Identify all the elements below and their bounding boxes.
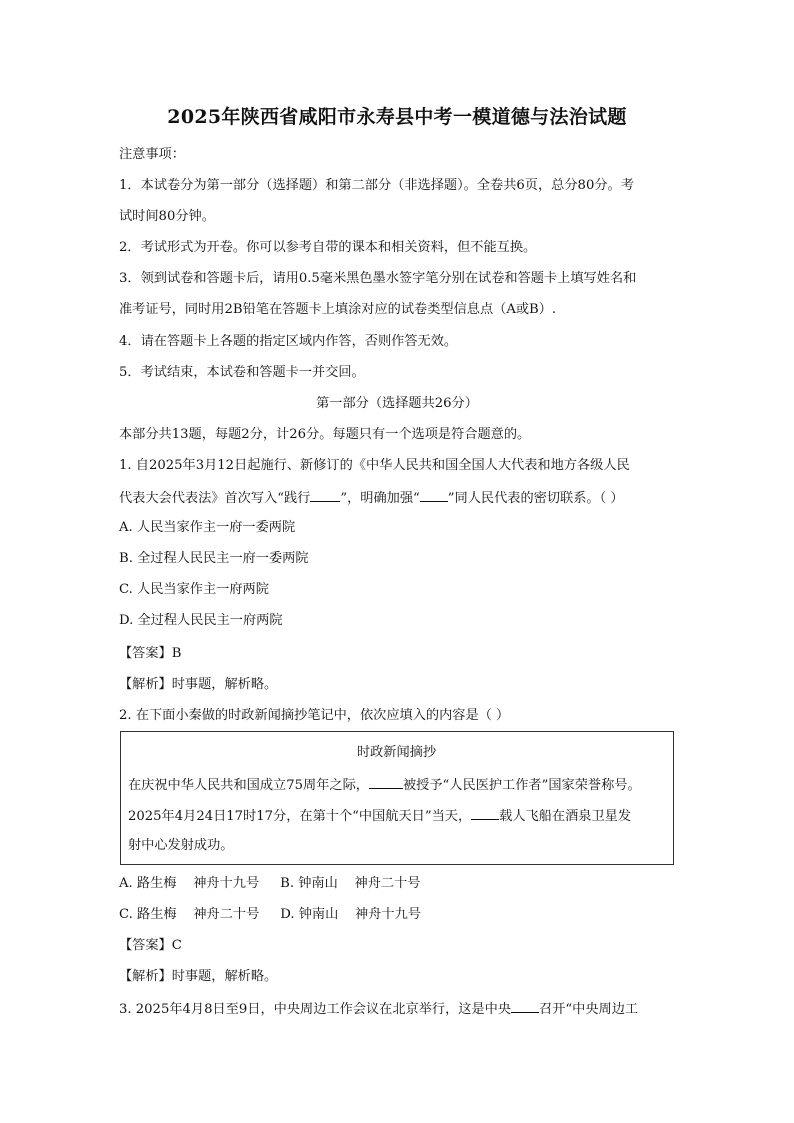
q2-stem: 2. 在下面小秦做的时政新闻摘抄笔记中，依次应填入的内容是（ ） [119, 708, 510, 723]
news-line-2 [128, 805, 668, 827]
notice-item-3: 3．领到试卷和答题卡后，请用0.5毫米黑色墨水签字笔分别在试卷和答题卡上填写姓名和 [119, 271, 637, 286]
notice-item-1: 1．本试卷分为第一部分（选择题）和第二部分（非选择题）。全卷共6页，总分80分。考 [119, 178, 634, 193]
q1-stem-line1: 1. 自2025年3月12日起施行、新修订的《中华人民共和国全国人大代表和地方各级人民 [119, 458, 630, 473]
notice-item-5: 5．考试结束，本试卷和答题卡一并交回。 [119, 365, 365, 380]
notice-item-1-cont: 试时间80分钟。 [119, 209, 215, 224]
q1-answer: 【答案】B [119, 646, 182, 661]
q3-stem-line1 [119, 998, 679, 1020]
q1-option-c: C. 人民当家作主一府两院 [119, 582, 269, 597]
q2-answer: 【答案】C [119, 938, 182, 953]
answer-blank [369, 774, 403, 789]
q1-option-b: B. 全过程人民民主一府一委两院 [119, 551, 309, 566]
q1-stem-part-a: 代表大会代表法》首次写入“践行 [119, 491, 311, 506]
news-line-1 [128, 774, 668, 796]
notice-item-2: 2．考试形式为开卷。你可以参考自带的课本和相关资料，但不能互换。 [119, 240, 537, 255]
answer-blank [511, 998, 539, 1013]
news-line-3: 射中心发射成功。 [128, 838, 234, 853]
q1-option-a: A. 人民当家作主一府一委两院 [119, 520, 296, 535]
notice-item-4: 4．请在答题卡上各题的指定区域内作答，否则作答无效。 [119, 334, 458, 349]
news-line-1-part-b: 被授予“人民医护工作者”国家荣誉称号。 [402, 778, 641, 793]
answer-blank [471, 805, 499, 820]
q3-stem-part-b: 召开“中央周边工 [539, 1002, 639, 1017]
news-excerpt-box [120, 731, 674, 865]
q2-options-row-2: C. 路生梅 神舟二十号 D. 钟南山 神舟十九号 [119, 907, 421, 922]
notice-heading: 注意事项： [119, 147, 185, 162]
q3-stem-part-a: 3. 2025年4月8日至9日，中央周边工作会议在北京举行，这是中央 [119, 1002, 512, 1017]
news-line-2-part-a: 2025年4月24日17时17分，在第十个“中国航天日”当天， [128, 809, 472, 824]
q1-stem-line2 [119, 487, 679, 509]
q1-option-d: D. 全过程人民民主一府两院 [119, 613, 283, 628]
news-line-1-part-a: 在庆祝中华人民共和国成立75周年之际， [128, 778, 369, 793]
q1-analysis: 【解析】时事题，解析略。 [119, 677, 278, 692]
news-line-2-part-b: 载人飞船在酒泉卫星发 [499, 809, 632, 824]
answer-blank [310, 487, 340, 502]
notice-item-3-cont: 准考证号，同时用2B铅笔在答题卡上填涂对应的试卷类型信息点（A或B）. [119, 302, 557, 317]
answer-blank [420, 487, 448, 502]
part1-intro: 本部分共13题，每题2分，计26分。每题只有一个选项是符合题意的。 [119, 427, 531, 442]
part1-heading: 第一部分（选择题共26分） [316, 396, 478, 411]
q1-stem-part-c: ”同人民代表的密切联系。（ ） [447, 491, 624, 506]
q2-analysis: 【解析】时事题，解析略。 [119, 969, 278, 984]
q2-options-row-1: A. 路生梅 神舟十九号 B. 钟南山 神舟二十号 [119, 876, 421, 891]
news-box-title: 时政新闻摘抄 [356, 745, 437, 760]
q1-stem-part-b: ”，明确加强“ [340, 491, 420, 506]
page-title: 2025年陕西省咸阳市永寿县中考一模道德与法治试题 [167, 106, 627, 128]
